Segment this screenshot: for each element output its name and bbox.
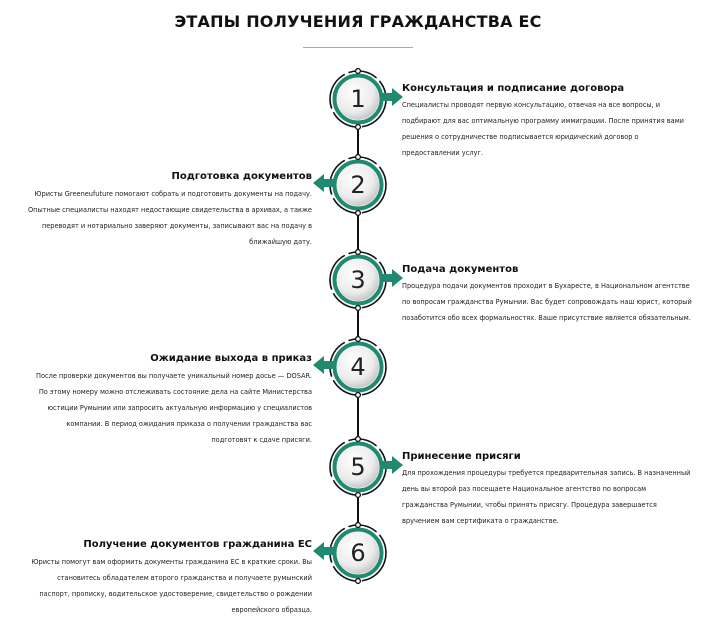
arrow-right-icon	[380, 88, 404, 106]
step-number-badge	[327, 336, 389, 398]
step-title: Ожидание выхода в приказ	[150, 353, 312, 364]
timeline-connector	[357, 311, 359, 336]
step-title: Консультация и подписание договора	[402, 83, 625, 94]
step-title: Получение документов гражданина ЕС	[83, 539, 312, 550]
step-title: Принесение присяги	[402, 451, 521, 462]
step-title: Подача документов	[402, 264, 519, 275]
page-title: ЭТАПЫ ПОЛУЧЕНИЯ ГРАЖДАНСТВА ЕС	[174, 12, 542, 31]
step-number: 6	[350, 539, 366, 567]
arrow-left-icon	[312, 542, 336, 560]
title-underline	[303, 47, 413, 48]
step-description: Специалисты проводят первую консультацию, отвечая на все вопросы, и подбирают для вас оптимальную программу иммиграции. После принятия вами решения о сотрудничестве подписывается юридический договор о предоставлении услуг.	[402, 101, 684, 157]
step-number-badge	[327, 522, 389, 584]
step-number: 5	[350, 453, 366, 481]
timeline-connector	[357, 216, 359, 249]
timeline-connector	[357, 130, 359, 154]
step-number: 2	[350, 171, 366, 199]
arrow-right-icon	[380, 456, 404, 474]
arrow-left-icon	[312, 356, 336, 374]
step-number: 1	[350, 85, 366, 113]
timeline-connector	[357, 398, 359, 436]
step-description: Процедура подачи документов проходит в Бухаресте, в Национальном агентстве по вопросам гражданства Румынии. Вас будет сопровождать наш юрист, который позаботится обо всех формальностях. Ваше присутствие является обязательным.	[402, 282, 692, 322]
step-number: 4	[350, 353, 366, 381]
step-description: Юристы Greeneufuture помогают собрать и подготовить документы на подачу. Опытные специалисты находят недостающие свидетельства в архивах, а также переводят и нотариально заверяют документы, записывают вас на подачу в ближайшую дату.	[27, 190, 312, 246]
arrow-right-icon	[380, 269, 404, 287]
arrow-left-icon	[312, 174, 336, 192]
timeline-connector	[357, 498, 359, 522]
step-number: 3	[350, 266, 366, 294]
step-number-badge	[327, 154, 389, 216]
step-description: После проверки документов вы получаете уникальный номер досье — DOSAR. По этому номеру можно отслеживать состояние дела на сайте Министерства юстиции Румынии или запросить актуальную информацию у специалистов компании. В период ожидания приказа о получении гражданства вас подготовят к сдаче присяги.	[36, 372, 312, 444]
step-title: Подготовка документов	[171, 171, 312, 182]
step-description: Юристы помогут вам оформить документы гражданина ЕС в краткие сроки. Вы становитесь обладателем второго гражданства и получаете румынский паспорт, прописку, водительское удостоверение, свидетельство о рождении европейского образца.	[31, 558, 312, 614]
step-description: Для прохождения процедуры требуется предварительная запись. В назначенный день вы второй раз посещаете Национальное агентство по вопросам гражданства Румынии, чтобы принять присягу. Процедура завершается вручением вам сертификата о гражданстве.	[402, 469, 691, 525]
